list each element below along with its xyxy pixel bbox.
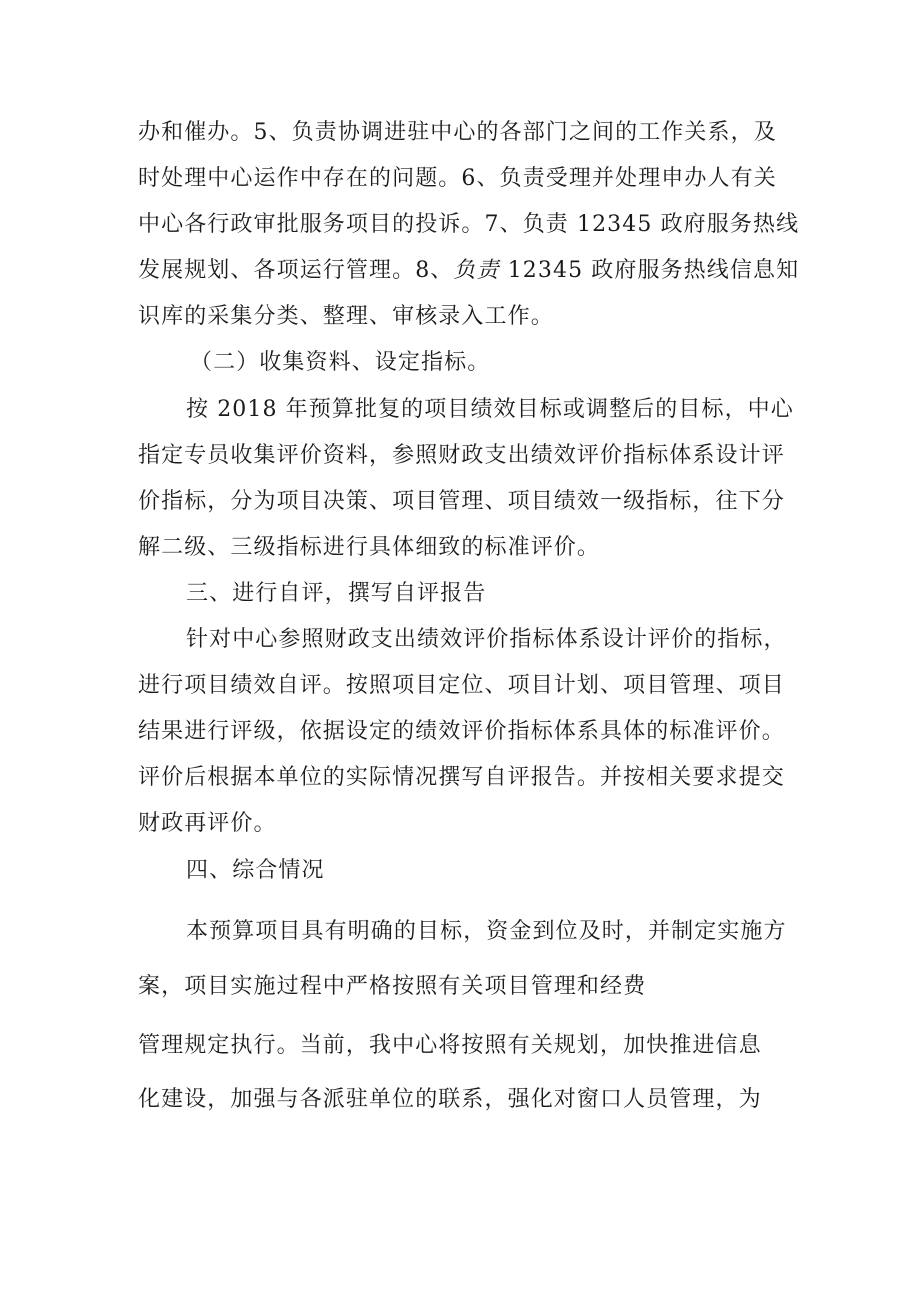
section-heading: 四、综合情况 (186, 858, 325, 883)
body-text-line: 财政再评价。 (138, 811, 277, 836)
body-text-line: 时处理中心运作中存在的问题。6、负责受理并处理申办人有关 (138, 166, 777, 191)
paragraph-first-line: 针对中心参照财政支出绩效评价指标体系设计评价的指标， (186, 627, 787, 652)
body-text-line: 中心各行政审批服务项目的投诉。7、负责 12345 政府服务热线 (138, 212, 800, 237)
body-text-line: 结果进行评级，依据设定的绩效评价指标体系具体的标准评价。 (138, 719, 785, 744)
body-text-line: 进行项目绩效自评。按照项目定位、项目计划、项目管理、项目 (138, 673, 785, 698)
paragraph-first-line: 按 2018 年预算批复的项目绩效目标或调整后的目标，中心 (186, 397, 794, 422)
text-segment: 12345 政府服务热线信息知 (499, 258, 800, 283)
body-text-line: 管理规定执行。当前，我中心将按照有关规划，加快推进信息 (138, 1033, 762, 1058)
paragraph-first-line: 本预算项目具有明确的目标，资金到位及时，并制定实施方 (186, 919, 787, 944)
body-text-line: 指定专员收集评价资料，参照财政支出绩效评价指标体系设计评 (138, 443, 785, 468)
body-text-line: 价指标，分为项目决策、项目管理、项目绩效一级指标，往下分 (138, 489, 785, 514)
body-text-line: 化建设，加强与各派驻单位的联系，强化对窗口人员管理，为 (138, 1087, 762, 1112)
body-text-line (138, 256, 799, 286)
subsection-heading: （二）收集资料、设定指标。 (190, 350, 491, 375)
body-text-line: 办和催办。5、负责协调进驻中心的各部门之间的工作关系，及 (138, 120, 777, 145)
section-heading: 三、进行自评，撰写自评报告 (186, 581, 487, 606)
body-text-line: 识库的采集分类、整理、审核录入工作。 (138, 304, 554, 329)
body-text-line: 案，项目实施过程中严格按照有关项目管理和经费 (138, 974, 647, 999)
body-text-line: 评价后根据本单位的实际情况撰写自评报告。并按相关要求提交 (138, 765, 785, 790)
text-segment: 发展规划、各项运行管理。8、 (138, 258, 454, 283)
body-text-line: 解二级、三级指标进行具体细致的标准评价。 (138, 535, 601, 560)
italic-text-segment: 负责 (453, 258, 500, 283)
